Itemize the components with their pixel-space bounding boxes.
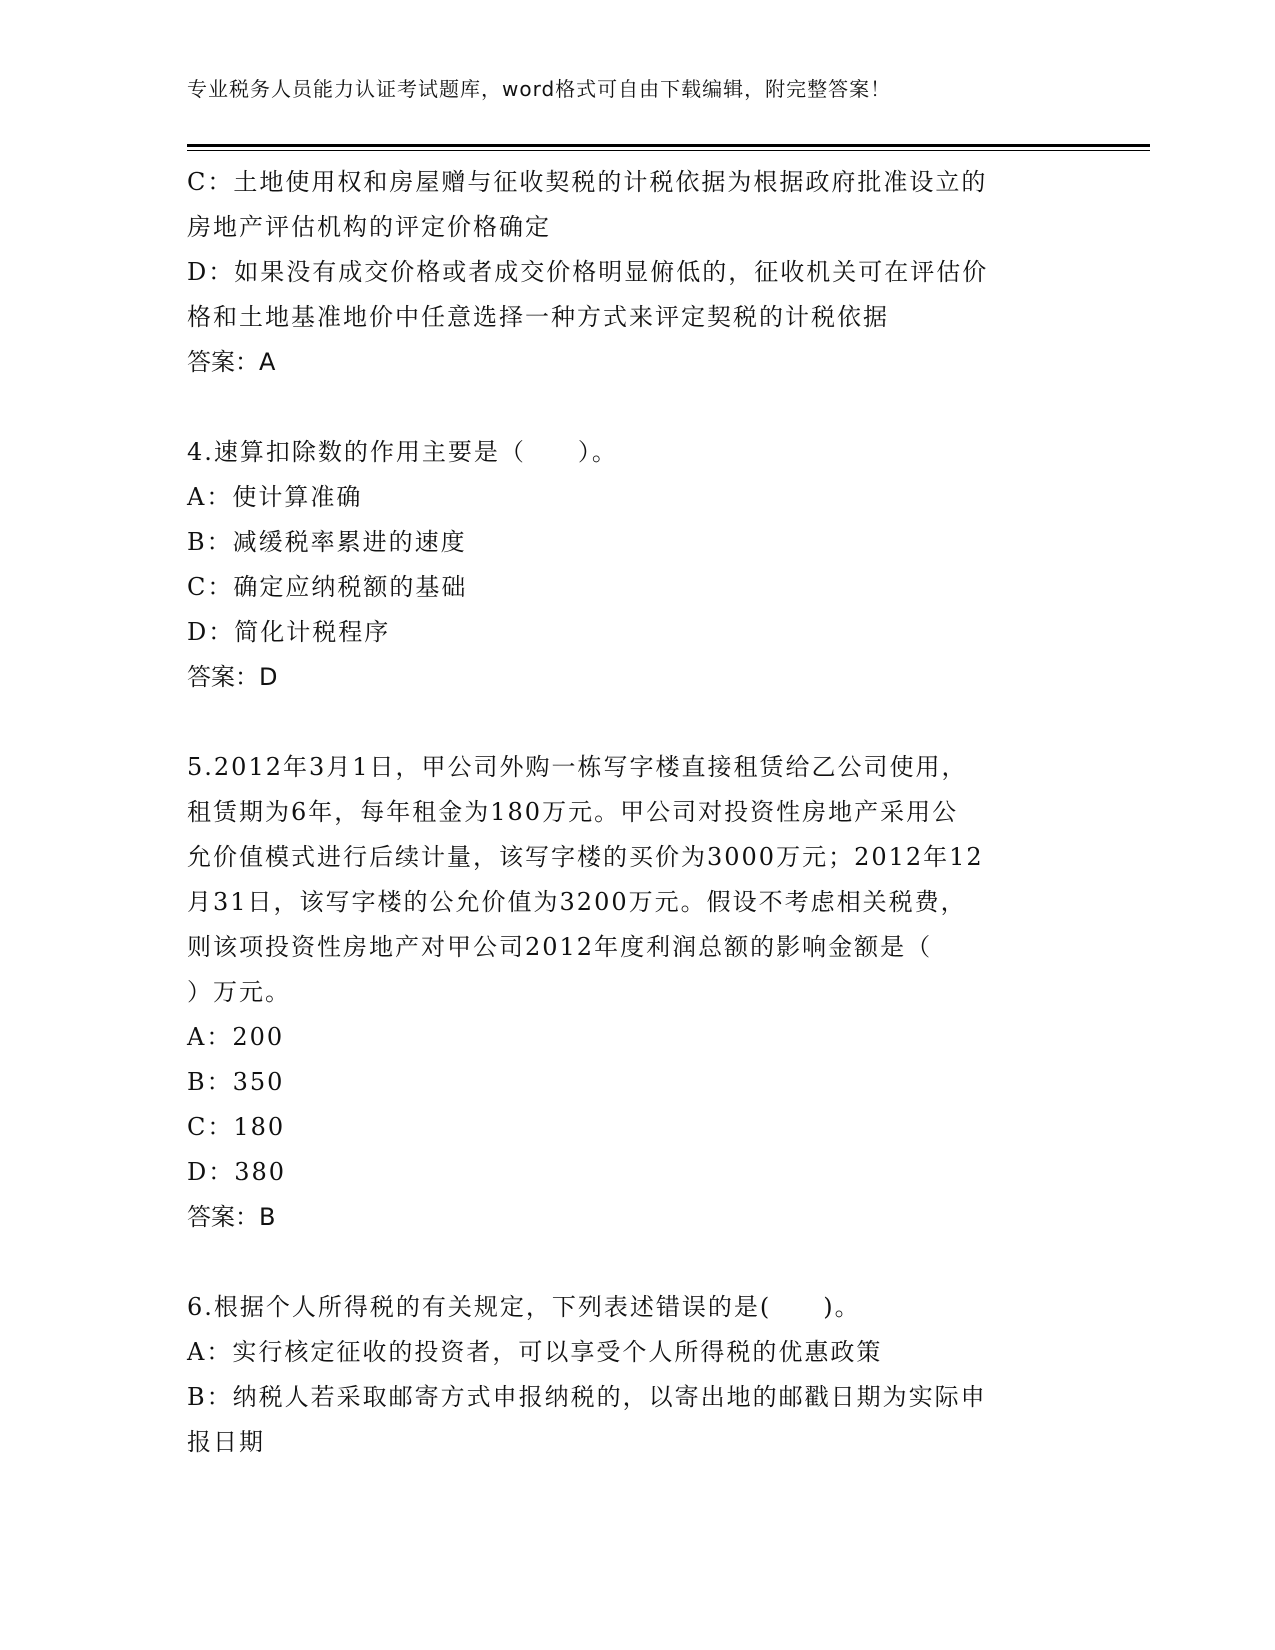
q4-answer: 答案：D (187, 663, 278, 691)
page-header: 专业税务人员能力认证考试题库，word格式可自由下载编辑，附完整答案！ (187, 77, 892, 101)
q5-option-c: C：180 (187, 1113, 286, 1141)
q6-option-b-line1: B：纳税人若采取邮寄方式申报纳税的，以寄出地的邮戳日期为实际申 (187, 1383, 987, 1411)
q4-option-d: D：简化计税程序 (187, 618, 391, 646)
spacer (187, 700, 1067, 745)
q5-question-line3: 允价值模式进行后续计量，该写字楼的买价为3000万元；2012年12 (187, 843, 984, 871)
q4-question: 4.速算扣除数的作用主要是（ ）。 (187, 438, 618, 466)
document-body (187, 160, 1067, 1465)
q5-question-line4: 月31日，该写字楼的公允价值为3200万元。假设不考虑相关税费， (187, 888, 967, 916)
q3-answer: 答案：A (187, 348, 276, 376)
spacer (187, 385, 1067, 430)
q5-answer: 答案：B (187, 1203, 276, 1231)
q5-option-d: D：380 (187, 1158, 287, 1186)
q4-option-b: B：减缓税率累进的速度 (187, 528, 467, 556)
q5-option-a: A：200 (187, 1023, 285, 1051)
q4-option-a: A：使计算准确 (187, 483, 363, 511)
q5-question-line5: 则该项投资性房地产对甲公司2012年度利润总额的影响金额是（ (187, 933, 933, 961)
q6-question: 6.根据个人所得税的有关规定，下列表述错误的是( )。 (187, 1293, 861, 1321)
header-rule-thick (187, 144, 1150, 147)
spacer (187, 1240, 1067, 1285)
q6-option-b-line2: 报日期 (187, 1428, 265, 1456)
q5-question-line6: ）万元。 (187, 978, 291, 1006)
header-rule-thin (187, 150, 1150, 151)
q6-option-a: A：实行核定征收的投资者，可以享受个人所得税的优惠政策 (187, 1338, 883, 1366)
q3-option-c-line1: C：土地使用权和房屋赠与征收契税的计税依据为根据政府批准设立的 (187, 168, 988, 196)
q3-option-d-line1: D：如果没有成交价格或者成交价格明显俯低的，征收机关可在评估价 (187, 258, 989, 286)
q5-question-line2: 租赁期为6年，每年租金为180万元。甲公司对投资性房地产采用公 (187, 798, 959, 826)
q3-option-d-line2: 格和土地基准地价中任意选择一种方式来评定契税的计税依据 (187, 303, 889, 331)
q4-option-c: C：确定应纳税额的基础 (187, 573, 468, 601)
q5-question-line1: 5.2012年3月1日，甲公司外购一栋写字楼直接租赁给乙公司使用， (187, 753, 968, 781)
q3-option-c-line2: 房地产评估机构的评定价格确定 (187, 213, 551, 241)
q5-option-b: B：350 (187, 1068, 285, 1096)
